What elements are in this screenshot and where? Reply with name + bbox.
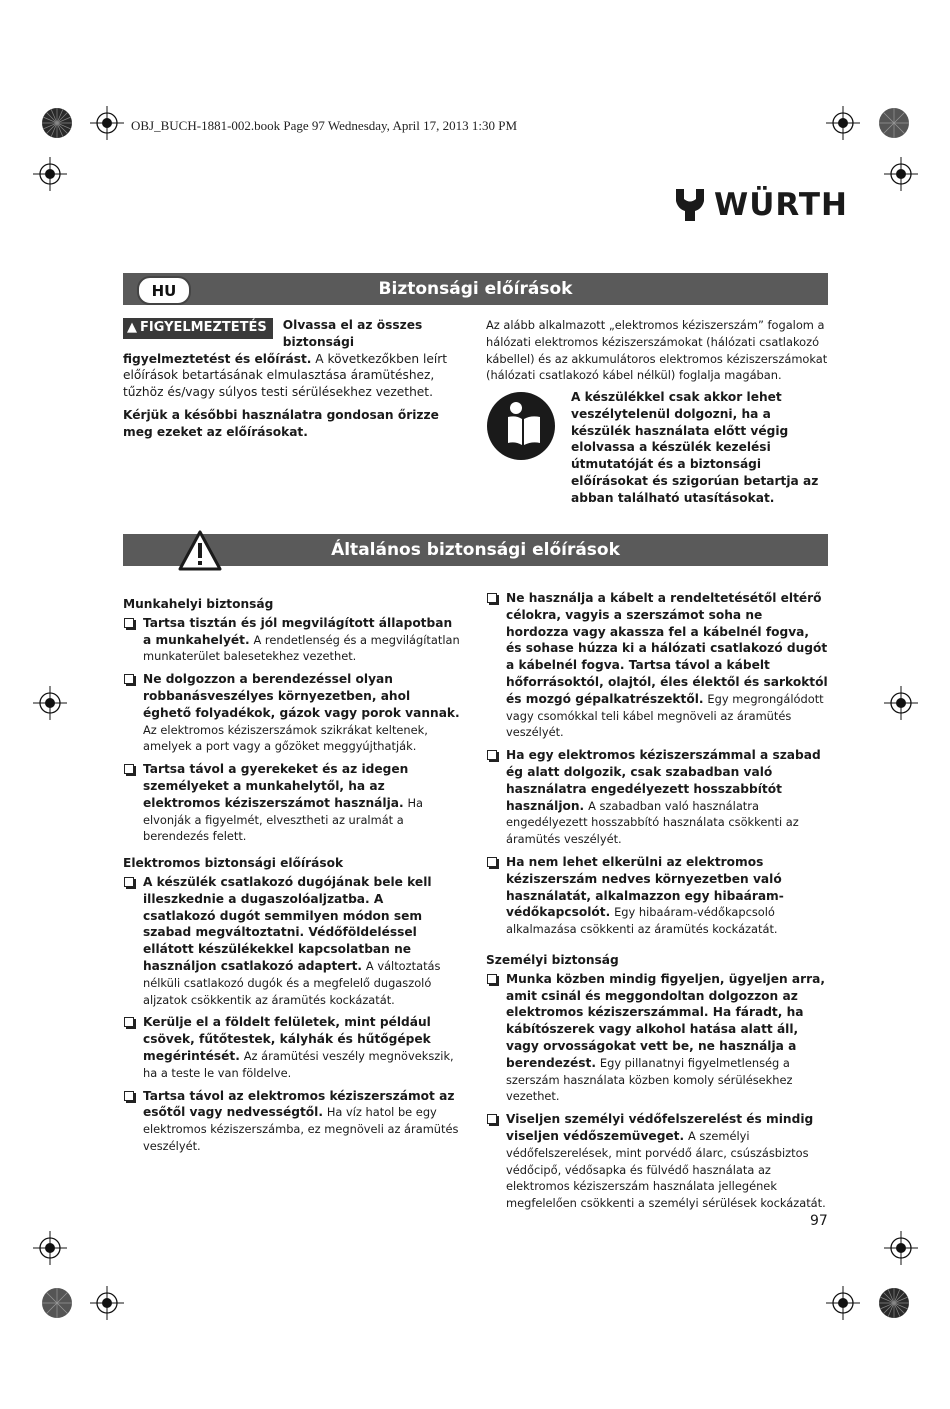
- color-calibration-icon: [877, 1286, 911, 1320]
- print-header-line: OBJ_BUCH-1881-002.book Page 97 Wednesday, April 17, 2013 1:30 PM: [131, 118, 518, 133]
- brand-logo: [674, 186, 848, 224]
- checkbox-bullet-icon: [487, 593, 497, 603]
- color-calibration-icon: [40, 1286, 74, 1320]
- registration-mark-icon: [826, 106, 860, 140]
- list-item: [123, 1014, 460, 1081]
- intro-bold: Olvassa el az összes biztonsági figyelmeztetést és előírást.: [123, 318, 423, 366]
- registration-mark-icon: [90, 1286, 124, 1320]
- warning-triangle-icon: ▲: [127, 320, 137, 335]
- color-calibration-icon: [40, 106, 74, 140]
- registration-mark-icon: [884, 157, 918, 191]
- read-manual-icon: [486, 391, 556, 461]
- item-text: Az áramütési veszély megnövekszik, ha a teste le van földelve.: [143, 1048, 454, 1080]
- item-text: Az elektromos kéziszerszámok szikrákat keltenek, amelyek a port vagy a gőzöket meggyújthatják.: [143, 722, 428, 754]
- definition-text: Az alább alkalmazott „elektromos kéziszerszám” fogalom a hálózati elektromos kéziszerszámokat (hálózati csatlakozó kábellel) és az akkumulátoros elektromos kéziszerszámokat (hálózati csatlakozó kábel nélkül) foglalja magában.: [486, 318, 828, 383]
- electrical-heading: Elektromos biztonsági előírások: [123, 856, 344, 871]
- item-bold: Ne dolgozzon a berendezéssel olyan robbanásveszélyes környezetben, ahol éghető folyadékok, gázok vagy porok vannak.: [143, 672, 460, 720]
- language-badge: HU: [137, 276, 191, 305]
- keep-instructions: Kérjük a későbbi használatra gondosan őrizze meg ezeket az előírásokat.: [123, 407, 439, 439]
- list-item: [486, 854, 828, 938]
- list-item: [486, 971, 828, 1105]
- registration-mark-icon: [33, 1231, 67, 1265]
- warning-triangle-icon: [178, 529, 222, 577]
- warning-label: [123, 318, 273, 339]
- checkbox-bullet-icon: [487, 974, 497, 984]
- workplace-heading: Munkahelyi biztonság: [123, 597, 274, 611]
- item-bold: Ha egy elektromos kéziszerszámmal a szabad ég alatt dolgozik, csak szabadban való használatra engedélyezett hosszabbítót használjon.: [506, 748, 821, 813]
- list-item: [486, 747, 828, 848]
- section-bar-safety: [123, 273, 828, 305]
- list-item: [123, 874, 460, 1008]
- item-text: A személyi védőfelszerelések, mint porvédő álarc, csúszásbiztos védőcipő, védősapka és fülvédő használata az elektromos kéziszerszám használata jellegének megfelelően csökkenti a személyi sérülések kockázatát.: [506, 1128, 826, 1211]
- list-item: [123, 671, 460, 755]
- registration-mark-icon: [884, 686, 918, 720]
- intro-text: A következőkben leírt előírások betartásának elmulasztása áramütéshez, tűzhöz és/vagy súlyos testi sérülésekhez vezethet.: [123, 351, 448, 400]
- logo-text: WÜRTH: [714, 187, 848, 223]
- item-bold: Viseljen személyi védőfelszerelést és mindig viseljen védőszemüveget.: [506, 1112, 814, 1143]
- general-safety-left: [123, 590, 460, 1161]
- list-item: [123, 1088, 460, 1155]
- checkbox-bullet-icon: [124, 674, 134, 684]
- list-item: [123, 761, 460, 845]
- registration-mark-icon: [90, 106, 124, 140]
- checkbox-bullet-icon: [124, 1091, 134, 1101]
- checkbox-bullet-icon: [487, 1114, 497, 1124]
- list-item: [486, 590, 828, 741]
- item-bold: Tartsa távol az elektromos kéziszerszámot az esőtől vagy nedvességtől.: [143, 1088, 455, 1120]
- personal-heading: Személyi biztonság: [486, 952, 619, 967]
- checkbox-bullet-icon: [124, 618, 134, 628]
- item-bold: Tartsa távol a gyerekeket és az idegen személyeket a munkahelytől, ha az elektromos kéziszerszámot használja.: [143, 762, 409, 810]
- item-text: Egy pillanatnyi figyelmetlenség a szerszám használata közben komoly sérülésekhez vezethet.: [506, 1055, 793, 1104]
- manual-notice: [571, 389, 828, 507]
- list-item: [123, 615, 460, 665]
- item-bold: A készülék csatlakozó dugójának bele kell illeszkednie a dugaszolóaljzatba. A csatlakozó dugót semmilyen módon sem szabad megváltoztatni. Védőföldeléssel ellátott készülékekkel kapcsolatban ne használjon csatlakozó adaptert.: [143, 874, 432, 973]
- item-bold: Ha nem lehet elkerülni az elektromos kéziszerszám nedves környezetben való használatát, alkalmazzon egy hibaáram-védőkapcsolót.: [506, 854, 784, 920]
- item-text: A változtatás nélküli csatlakozó dugók és a megfelelő dugaszoló aljzatok csökkentik az áramütés kockázatát.: [143, 958, 441, 1007]
- section-bar-general-safety: [123, 534, 828, 566]
- item-bold: Munka közben mindig figyeljen, ügyeljen arra, amit csinál és meggondoltan dolgozzon az elektromos kéziszerszámmal. Ha fáradt, ha kábítószerek vagy alkohol hatása alatt áll, vagy orvosságokat vett be, ne használja a berendezést.: [506, 971, 826, 1070]
- checkbox-bullet-icon: [124, 1017, 134, 1027]
- safety-intro-left: [123, 317, 453, 447]
- page-number: 97: [810, 1213, 828, 1229]
- registration-mark-icon: [826, 1286, 860, 1320]
- item-text: Ha víz hatol be egy elektromos kéziszerszámba, ez megnöveli az áramütés veszélyét.: [143, 1105, 459, 1153]
- checkbox-bullet-icon: [124, 764, 134, 774]
- item-bold: Ne használja a kábelt a rendeltetésétől eltérő célokra, vagyis a szerszámot soha ne hordozza vagy akassza fel a kábelnél fogva, és sohase húzza ki a hálózati csatlakozó dugót a kábelnél fogva. Tartsa távol a kábelt hőforrásoktól, olajtól, éles élektől és sarkoktól és mozgó gépalkatrészektől.: [506, 591, 828, 706]
- item-text: A szabadban való használatra engedélyezett hosszabbító használata csökkenti az áramütés veszélyét.: [506, 798, 799, 847]
- checkbox-bullet-icon: [487, 857, 497, 867]
- registration-mark-icon: [884, 1231, 918, 1265]
- general-safety-right: [486, 590, 828, 1218]
- manual-notice-text: A készülékkel csak akkor lehet veszélytelenül dolgozni, ha a készülék használata előtt végig elolvassa a készülék kezelési útmutatóját és a biztonsági előírásokat és szigorúan betartja az abban található utasításokat.: [571, 390, 819, 505]
- item-text: A rendetlenség és a megvilágítatlan munkaterület balesetekhez vezethet.: [143, 632, 460, 664]
- safety-intro-right: [486, 317, 828, 390]
- section-title: Általános biztonsági előírások: [331, 540, 620, 560]
- color-calibration-icon: [877, 106, 911, 140]
- wurth-logo-icon: [674, 187, 706, 223]
- item-bold: Kerülje el a földelt felületek, mint például csövek, fűtőtestek, kályhák és hűtőgépek megérintését.: [143, 1015, 431, 1063]
- registration-mark-icon: [33, 157, 67, 191]
- warning-label-text: FIGYELMEZTETÉS: [140, 320, 267, 335]
- item-text: Egy hibaáram-védőkapcsoló alkalmazása csökkenti az áramütés kockázatát.: [506, 905, 778, 937]
- list-item: [486, 1111, 828, 1212]
- section-title: Biztonsági előírások: [378, 279, 573, 299]
- item-bold: Tartsa tisztán és jól megvilágított állapotban a munkahelyét.: [143, 615, 453, 647]
- checkbox-bullet-icon: [124, 877, 134, 887]
- item-text: Ha elvonják a figyelmét, elvesztheti az uralmát a berendezés felett.: [143, 795, 424, 844]
- checkbox-bullet-icon: [487, 750, 497, 760]
- item-text: Egy megrongálódott vagy csomókkal teli kábel megnöveli az áramütés veszélyét.: [506, 691, 824, 740]
- registration-mark-icon: [33, 686, 67, 720]
